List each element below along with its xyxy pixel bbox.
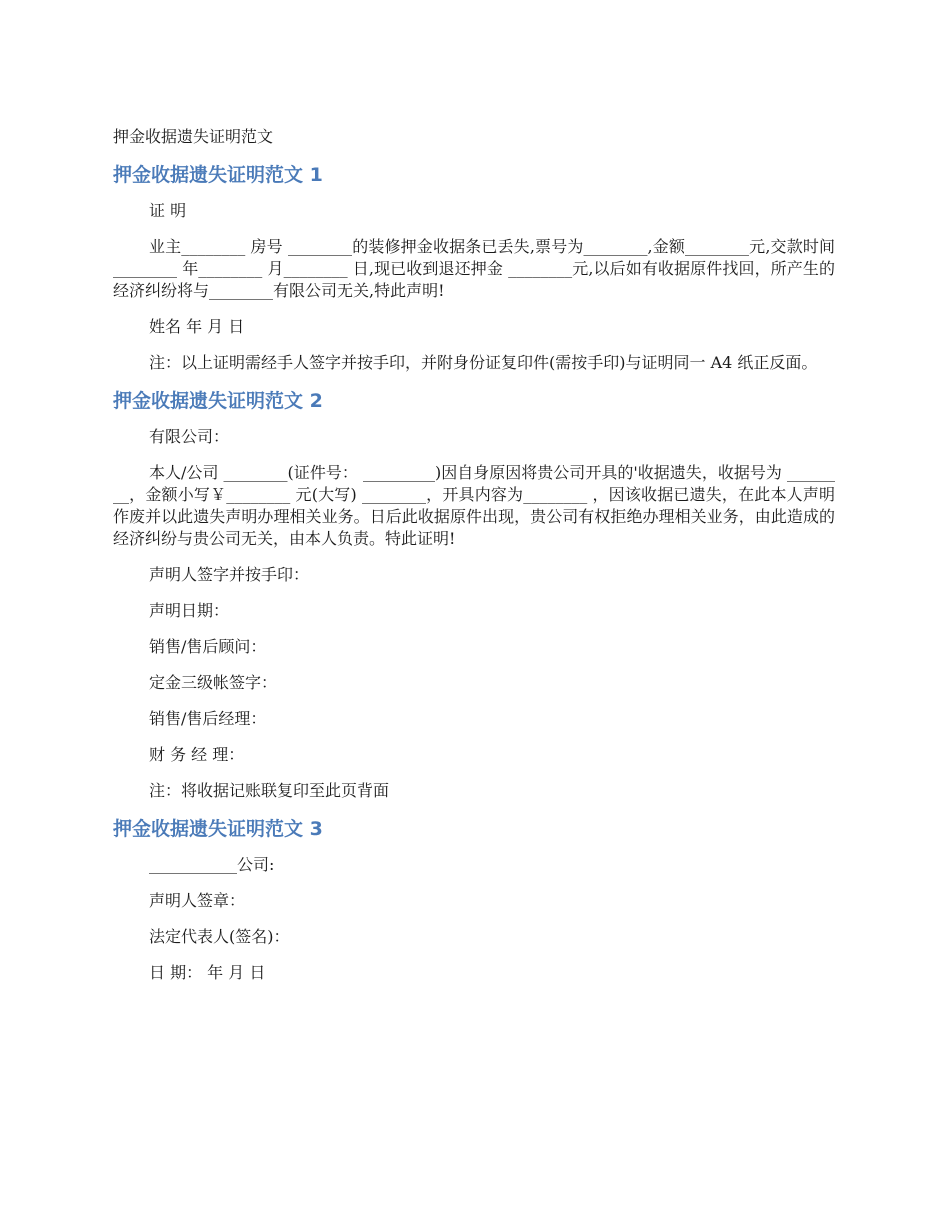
section-1-paragraph-2: 业主________ 房号 ________的装修押金收据条已丢失,票号为________,金额________元,交款时间________ 年________ 月________ 日,现已收到退还押金 ________元,以后如有收据原件找回，所产生的经济纠纷将与________有限公司无关,特此声明! — [113, 237, 835, 300]
section-1-paragraph-1: 证 明 — [149, 201, 187, 220]
section-2 — [113, 388, 835, 802]
section-1-paragraph-3: 姓名 年 月 日 — [149, 317, 245, 336]
section-3-paragraph-2: 声明人签章： — [149, 891, 246, 910]
document-page — [113, 124, 835, 998]
section-2-paragraph-4: 声明日期： — [149, 601, 230, 620]
document-title: 押金收据遗失证明范文 — [113, 127, 274, 146]
section-3-paragraph-4: 日 期： 年 月 日 — [149, 963, 266, 982]
section-2-paragraph-6: 定金三级帐签字： — [149, 673, 278, 692]
section-2-paragraph-3: 声明人签字并按手印： — [149, 565, 310, 584]
section-2-paragraph-7: 销售/售后经理： — [149, 709, 267, 728]
section-2-paragraph-9: 注：将收据记账联复印至此页背面 — [149, 781, 390, 800]
section-3 — [113, 816, 835, 984]
section-3-heading: 押金收据遗失证明范文 3 — [113, 818, 323, 840]
section-1 — [113, 162, 835, 374]
section-2-heading: 押金收据遗失证明范文 2 — [113, 390, 323, 412]
section-2-paragraph-2: 本人/公司 ________(证件号： _________)因自身原因将贵公司开具的'收据遗失，收据号为 ________，金额小写￥________ 元(大写) ________，开具内容为________ ，因该收据已遗失，在此本人声明作废并以此遗失声明办理相关业务。日后此收据原件出现，贵公司有权拒绝办理相关业务，由此造成的经济纠纷与贵公司无关，由本人负责。特此证明! — [113, 463, 835, 548]
section-1-heading: 押金收据遗失证明范文 1 — [113, 164, 323, 186]
section-2-paragraph-1: 有限公司： — [149, 427, 230, 446]
section-2-paragraph-5: 销售/售后顾问： — [149, 637, 267, 656]
section-2-paragraph-8: 财 务 经 理： — [149, 745, 245, 764]
section-1-paragraph-4: 注：以上证明需经手人签字并按手印，并附身份证复印件(需按手印)与证明同一 A4 纸正反面。 — [149, 353, 818, 372]
section-3-paragraph-3: 法定代表人(签名)： — [149, 927, 290, 946]
section-3-paragraph-1: ___________公司: — [149, 855, 275, 874]
